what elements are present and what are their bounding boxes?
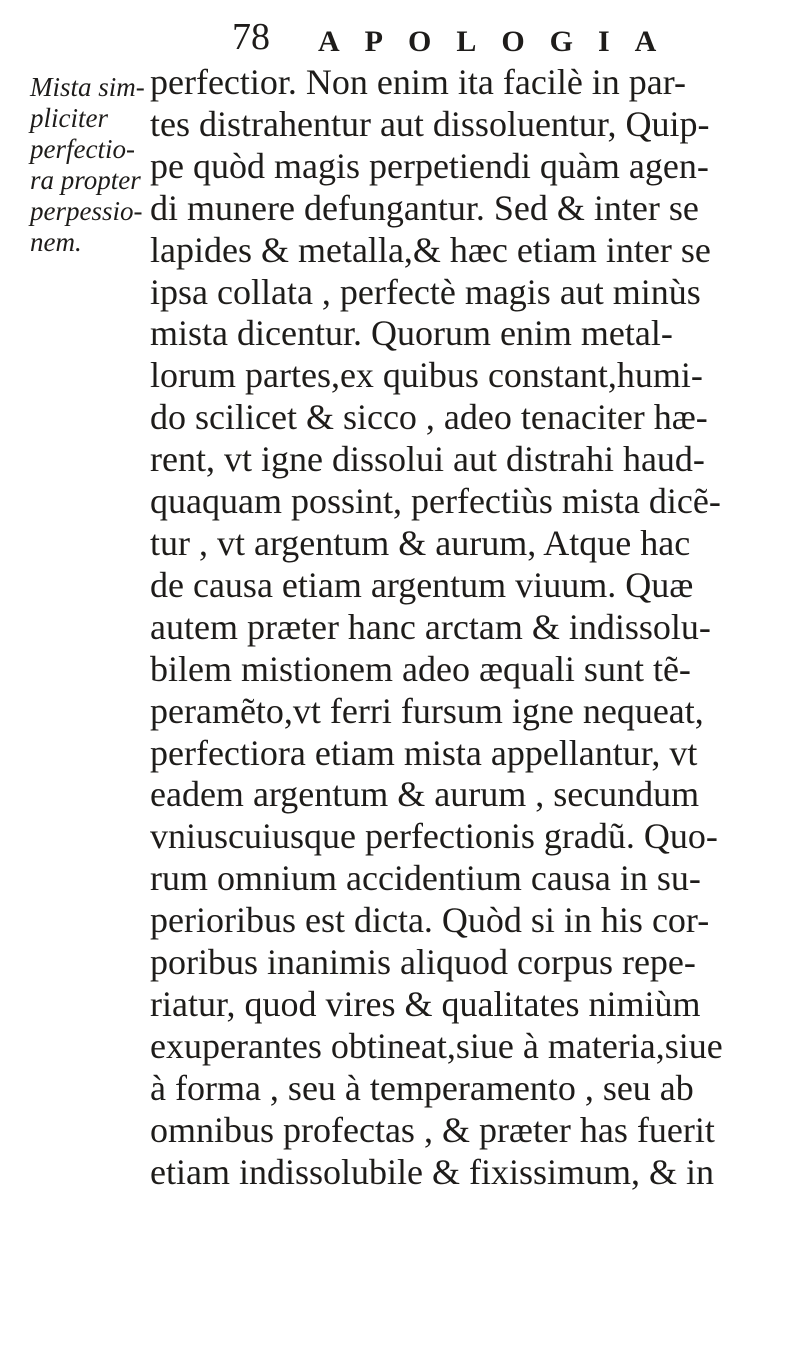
text-line: etiam indissolubile & fixissimum, & in [150,1151,714,1192]
text-line: mista dicentur. Quorum enim metal- [150,313,673,354]
body-text [150,62,790,1193]
page-number: 78 [232,16,270,58]
text-line: perfectiora etiam mista appellantur, vt [150,732,698,773]
text-line: exuperantes obtineat,siue à materia,siue [150,1025,723,1066]
text-line: riatur, quod vires & qualitates nimiùm [150,983,701,1024]
text-line: bilem mistionem adeo æquali sunt tẽ- [150,648,691,689]
text-line: lapides & metalla,& hæc etiam inter se [150,229,711,270]
running-head: APOLOGIA [318,25,682,58]
text-line: rent, vt igne dissolui aut distrahi haud- [150,439,705,480]
marginal-note-line: perfectio- [30,134,135,164]
text-line: à forma , seu à temperamento , seu ab [150,1067,694,1108]
text-line: lorum partes,ex quibus constant,humi- [150,355,703,396]
text-line: perioribus est dicta. Quòd si in his cor- [150,900,710,941]
text-line: rum omnium accidentium causa in su- [150,858,701,899]
text-line: vniuscuiusque perfectionis gradũ. Quo- [150,816,718,857]
text-line: ipsa collata , perfectè magis aut minùs [150,271,701,312]
text-line: eadem argentum & aurum , secundum [150,774,700,815]
text-line: autem præter hanc arctam & indissolu- [150,606,711,647]
marginal-note-line: pliciter [30,103,108,133]
text-line: quaquam possint, perfectiùs mista dicẽ- [150,481,721,522]
marginal-note-line: perpessio- [30,196,143,226]
text-line: tes distrahentur aut dissoluentur, Quip- [150,103,710,144]
text-line: tur , vt argentum & aurum, Atque hac [150,522,691,563]
text-line: di munere defungantur. Sed & inter se [150,187,699,228]
marginal-note-line: ra propter [30,165,141,195]
text-line: do scilicet & sicco , adeo tenaciter hæ- [150,397,708,438]
text-line: peramẽto,vt ferri fursum igne nequeat, [150,690,704,731]
page-header [0,10,800,70]
text-line: poribus inanimis aliquod corpus repe- [150,942,696,983]
marginal-note-line: Mista sim- [30,72,145,102]
text-line: de causa etiam argentum viuum. Quæ [150,564,694,605]
text-line: omnibus profectas , & præter has fuerit [150,1109,715,1150]
marginal-note-line: nem. [30,227,82,257]
text-line: perfectior. Non enim ita facilè in par- [150,62,687,102]
marginal-note [30,72,150,258]
text-line: pe quòd magis perpetiendi quàm agen- [150,145,709,186]
